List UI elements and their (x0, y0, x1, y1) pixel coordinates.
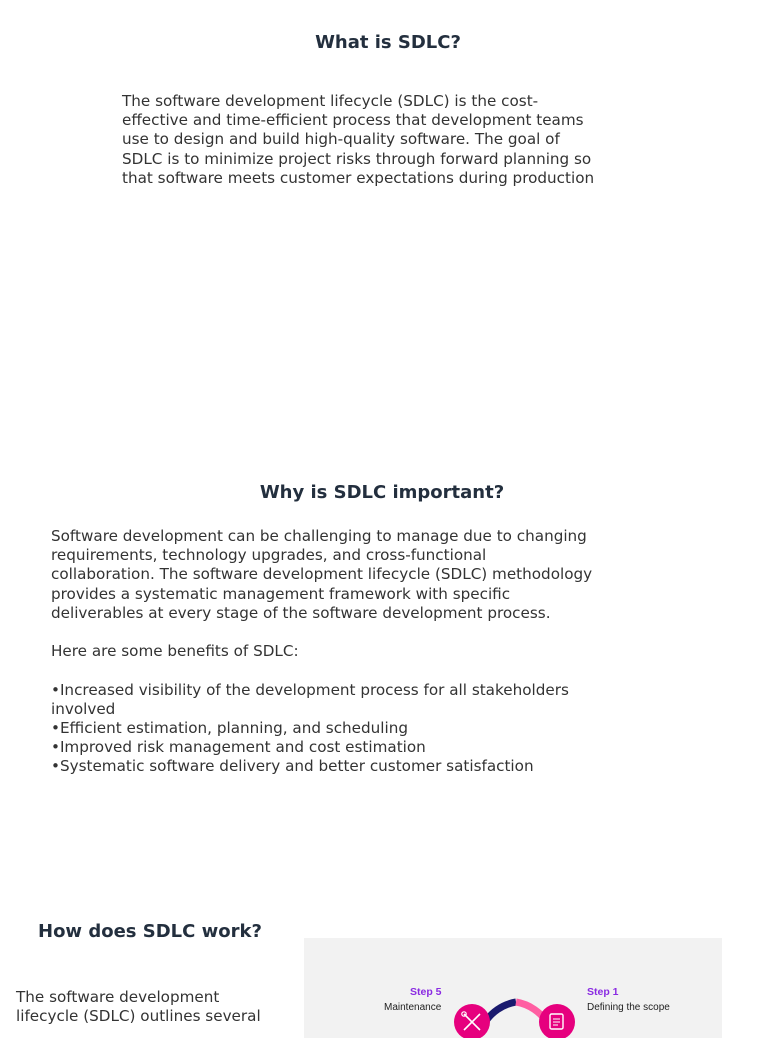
paragraph-line: effective and time-efficient process that development teams (122, 111, 584, 130)
benefit-item: •Increased visibility of the development process for all stakeholders (51, 680, 569, 699)
step1-label: Step 1 (587, 986, 619, 998)
how-sdlc-works-paragraph (16, 988, 286, 1026)
what-is-sdlc-paragraph (122, 92, 642, 188)
tools-icon (454, 1004, 490, 1038)
paragraph-line: collaboration. The software development lifecycle (SDLC) methodology (51, 565, 593, 584)
paragraph-line: Software development can be challenging to manage due to changing (51, 527, 587, 545)
step5-description: Maintenance (384, 1002, 442, 1013)
blank-line (51, 623, 651, 642)
paragraph-line: requirements, technology upgrades, and cross-functional (51, 546, 487, 565)
paragraph-line: deliverables at every stage of the software development process. (51, 603, 551, 622)
paragraph-line: that software meets customer expectations during production (122, 168, 595, 187)
blank-line (51, 661, 651, 680)
paragraph-line: lifecycle (SDLC) outlines several (16, 1007, 261, 1026)
paragraph-line: The software development (16, 988, 220, 1006)
what-is-sdlc-heading: What is SDLC? (315, 32, 461, 53)
benefit-item: •Efficient estimation, planning, and scheduling (51, 719, 409, 738)
benefit-item-continued: involved (51, 699, 116, 718)
why-sdlc-important-paragraph (51, 527, 651, 777)
benefit-item: •Systematic software delivery and better customer satisfaction (51, 757, 534, 776)
step1-description: Defining the scope (587, 1002, 670, 1013)
why-sdlc-important-heading: Why is SDLC important? (259, 482, 505, 503)
paragraph-line: provides a systematic management framework with specific (51, 584, 511, 603)
paragraph-line: The software development lifecycle (SDLC) is the cost- (122, 92, 539, 110)
benefits-intro: Here are some benefits of SDLC: (51, 642, 299, 661)
sdlc-cycle-diagram (304, 938, 722, 1038)
benefit-item: •Improved risk management and cost estimation (51, 738, 426, 757)
how-sdlc-works-heading: How does SDLC work? (38, 921, 262, 942)
paragraph-line: use to design and build high-quality software. The goal of (122, 130, 560, 149)
paragraph-line: SDLC is to minimize project risks through forward planning so (122, 149, 592, 168)
document-icon (539, 1004, 575, 1038)
cycle-graphic (304, 938, 722, 1038)
step5-label: Step 5 (410, 986, 442, 998)
